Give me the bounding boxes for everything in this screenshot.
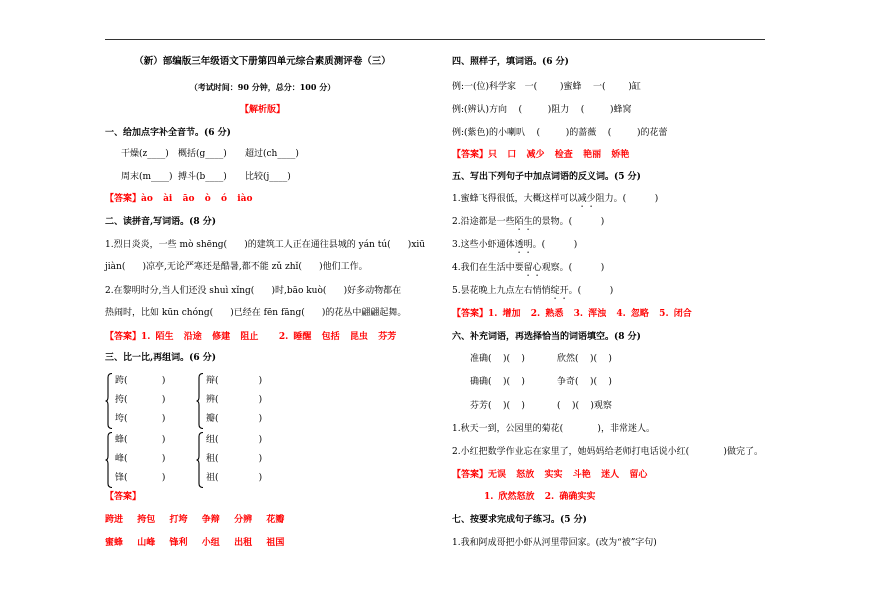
example-line: 例:(辨认)方向 ( )阻力 ( )蜂窝 bbox=[452, 105, 632, 115]
section-7-heading: 七、按要求完成句子练习。(5 分) bbox=[452, 515, 587, 525]
question-line: jiàn( )凉亭,无论严寒还是酷暑,都不能 zǔ zhǐ( )他们工作。 bbox=[105, 262, 368, 272]
compare-group bbox=[196, 372, 286, 430]
compare-group bbox=[105, 431, 195, 489]
page-title: （新）部编版三年级语文下册第四单元综合素质测评卷（三） bbox=[134, 56, 391, 67]
section-5-heading: 五、写出下列句子中加点词语的反义词。(5 分) bbox=[452, 172, 641, 182]
example-line: 例:(紫色)的小喇叭 ( )的蔷薇 ( )的花蕾 bbox=[452, 128, 668, 138]
sentence-text: 阻力。( ) bbox=[595, 194, 659, 204]
sentence-text: 。( ) bbox=[532, 240, 578, 250]
idiom-item: 芬芳( )( ) bbox=[470, 401, 525, 411]
sentence-text: 5.昙花晚上九点左右悄悄 bbox=[452, 286, 551, 296]
section-3-answer-label: 【答案】 bbox=[105, 492, 142, 502]
brace-icon bbox=[196, 373, 204, 429]
compare-item: 辨( ) bbox=[206, 395, 263, 405]
antonym-question bbox=[452, 285, 613, 302]
question-line: 热闹时，比如 kūn chóng( )已经在 fēn fāng( )的花丛中翩翩起舞。 bbox=[105, 308, 407, 318]
sentence-text: 3.这些小虾通体 bbox=[452, 240, 515, 250]
compare-item: 祖( ) bbox=[206, 473, 263, 483]
sentence-text: 1.蜜蜂飞得很低，大概这样可以 bbox=[452, 194, 578, 204]
antonym-question bbox=[452, 216, 604, 233]
compare-item: 跨( ) bbox=[115, 376, 166, 386]
section-6-heading: 六、补充词语，再选择恰当的词语填空。(8 分) bbox=[452, 332, 641, 342]
brace-icon bbox=[196, 432, 204, 488]
section-3-answer: 跨进 挎包 打垮 争辩 分辨 花瓣 bbox=[105, 515, 285, 525]
section-6-answer: 【答案】无误 怒放 实实 斗艳 迷人 留心 bbox=[452, 470, 648, 480]
dotted-word: 留心 bbox=[523, 263, 542, 273]
dotted-word: 绽开 bbox=[550, 286, 569, 296]
section-4-heading: 四、照样子，填词语。(6 分) bbox=[452, 57, 569, 67]
compare-group bbox=[196, 431, 286, 489]
compare-item: 蜂( ) bbox=[115, 435, 166, 445]
idiom-item: 确确( )( ) bbox=[470, 377, 525, 387]
compare-item: 锋( ) bbox=[115, 473, 166, 483]
pinyin-item: 概括(g____) bbox=[178, 149, 227, 159]
compare-item: 租( ) bbox=[206, 454, 263, 464]
pinyin-item: 干燥(z____) bbox=[121, 149, 169, 159]
section-1-answer: 【答案】ào ài āo ò ó iào bbox=[105, 194, 253, 204]
sentence-text: 观察。( ) bbox=[541, 263, 605, 273]
compare-item: 垮( ) bbox=[115, 414, 166, 424]
section-1-heading: 一、给加点字补全音节。(6 分) bbox=[105, 128, 231, 138]
idiom-item: 欣然( )( ) bbox=[557, 354, 612, 364]
section-2-heading: 二、读拼音,写词语。(8 分) bbox=[105, 217, 217, 227]
section-6-fill-answer: 1. 欣然怒放 2. 确确实实 bbox=[484, 492, 596, 502]
compare-item: 瓣( ) bbox=[206, 414, 263, 424]
exam-info: （考试时间：90 分钟，总分：100 分） bbox=[189, 82, 336, 92]
edition-label: 【解析版】 bbox=[239, 105, 285, 115]
sentence-text: 。( ) bbox=[568, 286, 614, 296]
section-2-answer: 【答案】1. 陌生 沿途 修建 阻止 2. 睡醒 包括 昆虫 芬芳 bbox=[105, 332, 397, 342]
dotted-word: 透明 bbox=[514, 240, 533, 250]
dotted-word: 陌生 bbox=[514, 217, 533, 227]
idiom-item: ( )( )观察 bbox=[557, 401, 612, 411]
sentence-exercise: 1.我和阿成哥把小虾从河里带回家。(改为“被”字句) bbox=[452, 538, 657, 548]
example-line: 例:一(位)科学家 一( )蜜蜂 一( )缸 bbox=[452, 82, 641, 92]
fill-question: 1.秋天一到，公园里的菊花( )，非常迷人。 bbox=[452, 424, 655, 434]
dotted-word: 减少 bbox=[577, 194, 596, 204]
pinyin-item: 周末(m____) bbox=[121, 172, 173, 182]
question-line: 2.在黎明时分,当人们还没 shuì xǐng( )时,bāo kuò( )好多动物都在 bbox=[105, 286, 402, 296]
antonym-question bbox=[452, 262, 604, 279]
brace-icon bbox=[105, 432, 113, 488]
sentence-text: 2.沿途都是一些 bbox=[452, 217, 515, 227]
top-rule bbox=[105, 39, 765, 40]
sentence-text: 的景物。( ) bbox=[532, 217, 605, 227]
pinyin-item: 超过(ch____) bbox=[245, 149, 299, 159]
idiom-item: 准确( )( ) bbox=[470, 354, 525, 364]
antonym-question bbox=[452, 239, 577, 256]
compare-item: 组( ) bbox=[206, 435, 263, 445]
question-line: 1.烈日炎炎，一些 mò shēng( )的建筑工人正在通往县城的 yán tú( )xiū bbox=[105, 240, 426, 250]
sentence-text: 4.我们在生活中要 bbox=[452, 263, 524, 273]
pinyin-item: 比较(j____) bbox=[245, 172, 291, 182]
section-5-answer: 【答案】1. 增加 2. 熟悉 3. 浑浊 4. 忽略 5. 闭合 bbox=[452, 309, 692, 319]
idiom-item: 争奇( )( ) bbox=[557, 377, 612, 387]
brace-icon bbox=[105, 373, 113, 429]
pinyin-item: 搏斗(b____) bbox=[178, 172, 227, 182]
section-3-heading: 三、比一比,再组词。(6 分) bbox=[105, 353, 217, 363]
compare-item: 挎( ) bbox=[115, 395, 166, 405]
section-4-answer: 【答案】只 口 减少 检查 艳丽 娇艳 bbox=[452, 150, 630, 160]
compare-group bbox=[105, 372, 195, 430]
section-3-answer: 蜜蜂 山峰 锋利 小组 出租 祖国 bbox=[105, 538, 285, 548]
compare-item: 辩( ) bbox=[206, 376, 263, 386]
antonym-question bbox=[452, 193, 658, 210]
compare-item: 峰( ) bbox=[115, 454, 166, 464]
fill-question: 2.小红把数学作业忘在家里了，她妈妈给老师打电话说小红( )做完了。 bbox=[452, 447, 763, 457]
